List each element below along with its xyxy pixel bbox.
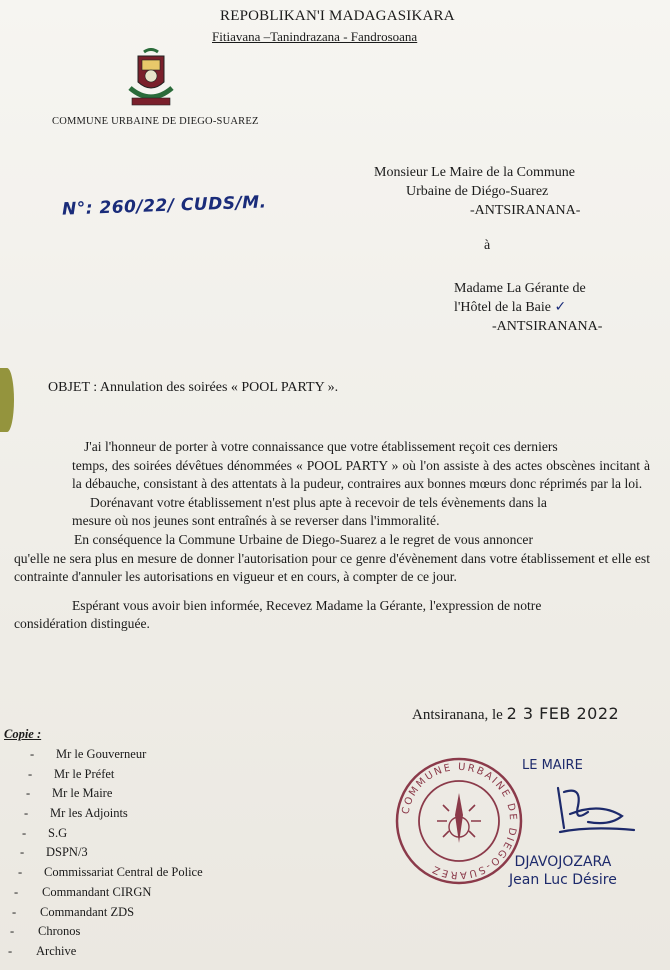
copy-recipient-label: Mr les Adjoints <box>50 806 128 821</box>
copy-recipient-label: Commandant ZDS <box>40 904 135 919</box>
list-bullet: - <box>22 825 27 840</box>
copy-recipient-label: Mr le Maire <box>52 786 113 801</box>
copies-heading: Copie : <box>4 727 42 741</box>
letter-object: OBJET : Annulation des soirées « POOL PARTY ». <box>48 380 339 395</box>
commune-name: COMMUNE URBAINE DE DIEGO-SUAREZ <box>52 116 259 127</box>
date-line <box>412 704 619 724</box>
list-bullet: - <box>14 884 19 899</box>
list-bullet: - <box>8 943 13 958</box>
list-bullet: - <box>20 845 25 860</box>
date-stamp: 2 3 FEB 2022 <box>506 704 620 723</box>
recipient-line-3: -ANTSIRANANA- <box>492 319 603 334</box>
copy-recipient-label: DSPN/3 <box>46 845 88 860</box>
republic-heading: REPOBLIKAN'I MADAGASIKARA <box>220 8 455 24</box>
paragraph-2-first-line: Dorénavant votre établissement n'est plus apte à recevoir de tels évènements dans la <box>90 494 547 510</box>
copy-recipient-label: Archive <box>36 943 77 958</box>
copy-recipient-label: Mr le Gouverneur <box>56 747 147 761</box>
list-bullet: - <box>18 865 23 880</box>
recipient-line-2: l'Hôtel de la Baie <box>454 300 551 315</box>
copy-recipient-label: S.G <box>48 825 68 840</box>
copy-recipient-label: Commissariat Central de Police <box>44 865 203 880</box>
to-marker: à <box>484 238 491 253</box>
handwritten-signature-icon <box>530 782 640 848</box>
copy-recipient-label: Chronos <box>38 924 81 939</box>
national-motto: Fitiavana –Tanindrazana - Fandrosoana <box>212 29 418 44</box>
paragraph-1-first-line: J'ai l'honneur de porter à votre connaissance que votre établissement reçoit ces derniers <box>84 439 558 454</box>
seal-text: COMMUNE URBAINE DE DIEGO-SUAREZ <box>400 761 519 881</box>
date-prefix: Antsiranana, le <box>412 707 503 723</box>
paragraph-2-rest: mesure où nos jeunes sont entraînés à se reverser dans l'immoralité. <box>72 513 440 529</box>
page-edge-shadow <box>0 368 14 432</box>
mayor-title: LE MAIRE <box>522 758 583 773</box>
coat-of-arms-icon <box>124 48 178 110</box>
paragraph-4-rest: considération distinguée. <box>14 616 150 632</box>
list-bullet: - <box>26 786 31 801</box>
sender-block <box>374 163 580 220</box>
copy-recipient-label: Commandant CIRGN <box>42 884 152 899</box>
list-bullet: - <box>30 747 35 761</box>
reference-number: N°: 260/22/ CUDS/M. <box>61 192 267 220</box>
paragraph-3-rest: qu'elle ne sera plus en mesure de donner l'autorisation pour ce genre d'évènement dans votre établissement et elle est contrainte d'annuler les autorisations en vigueur et en cours, à compter de ce jour. <box>14 550 650 585</box>
mayor-title-wrap <box>522 758 583 773</box>
copy-recipient-label: Mr le Préfet <box>54 766 115 781</box>
paragraph-4-first-line: Espérant vous avoir bien informée, Recevez Madame la Gérante, l'expression de notre <box>72 597 542 613</box>
paragraph-1-rest: temps, des soirées dévêtues dénommées « POOL PARTY » où l'on assiste à des actes obscènes incitant à la débauche, consistant à des attentats à la pudeur, contraires aux bonnes mœurs donc réprimés par la loi. <box>72 457 650 492</box>
signatory-firstname: Jean Luc Désire <box>509 872 617 888</box>
recipient-block <box>454 279 602 336</box>
signatory-surname: DJAVOJOZARA <box>514 854 612 870</box>
sender-line-1: Monsieur Le Maire de la Commune <box>374 165 576 180</box>
sender-line-2: Urbaine de Diégo-Suarez <box>406 184 549 199</box>
sender-line-3: -ANTSIRANANA- <box>470 203 581 218</box>
signatory-name <box>509 853 617 889</box>
checkmark-icon: ✓ <box>554 299 567 315</box>
list-bullet: - <box>24 806 29 821</box>
list-bullet: - <box>28 766 33 781</box>
recipient-line-2-wrap <box>454 298 602 317</box>
recipient-line-1: Madame La Gérante de <box>454 281 586 296</box>
list-bullet: - <box>10 924 15 939</box>
list-bullet: - <box>12 904 17 919</box>
letter-body <box>14 438 650 634</box>
official-seal-icon <box>393 755 525 887</box>
paragraph-3-first-line: En conséquence la Commune Urbaine de Diego-Suarez a le regret de vous annoncer <box>74 531 533 547</box>
